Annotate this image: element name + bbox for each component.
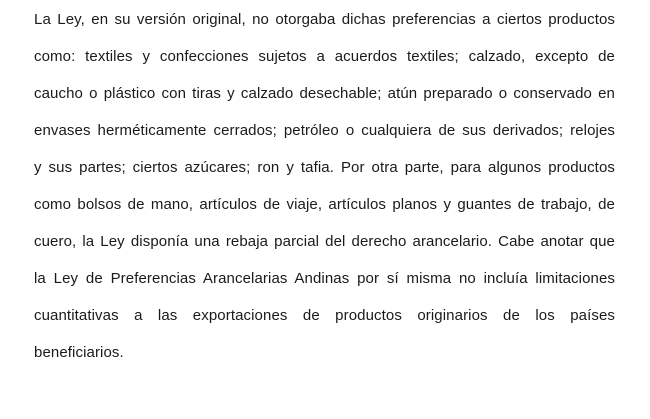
paragraph-line-last: beneficiarios. (34, 344, 124, 361)
paragraph-line: cuero, la Ley disponía una rebaja parcial del derecho arancelario. Cabe anotar que (34, 233, 615, 250)
paragraph-line: como: textiles y confecciones sujetos a acuerdos textiles; calzado, excepto de (34, 48, 615, 65)
paragraph-line: envases herméticamente cerrados; petróleo o cualquiera de sus derivados; relojes (34, 122, 615, 139)
paragraph-line: como bolsos de mano, artículos de viaje, artículos planos y guantes de trabajo, de (34, 196, 615, 213)
paragraph-line: la Ley de Preferencias Arancelarias Andinas por sí misma no incluía limitaciones (34, 270, 615, 287)
paragraph-line: y sus partes; ciertos azúcares; ron y tafia. Por otra parte, para algunos productos (34, 159, 615, 176)
paragraph-line: La Ley, en su versión original, no otorgaba dichas preferencias a ciertos productos (34, 11, 615, 28)
paragraph-line: caucho o plástico con tiras y calzado desechable; atún preparado o conservado en (34, 85, 615, 102)
body-paragraph (34, 1, 615, 371)
paragraph-line: cuantitativas a las exportaciones de productos originarios de los países (34, 307, 615, 324)
